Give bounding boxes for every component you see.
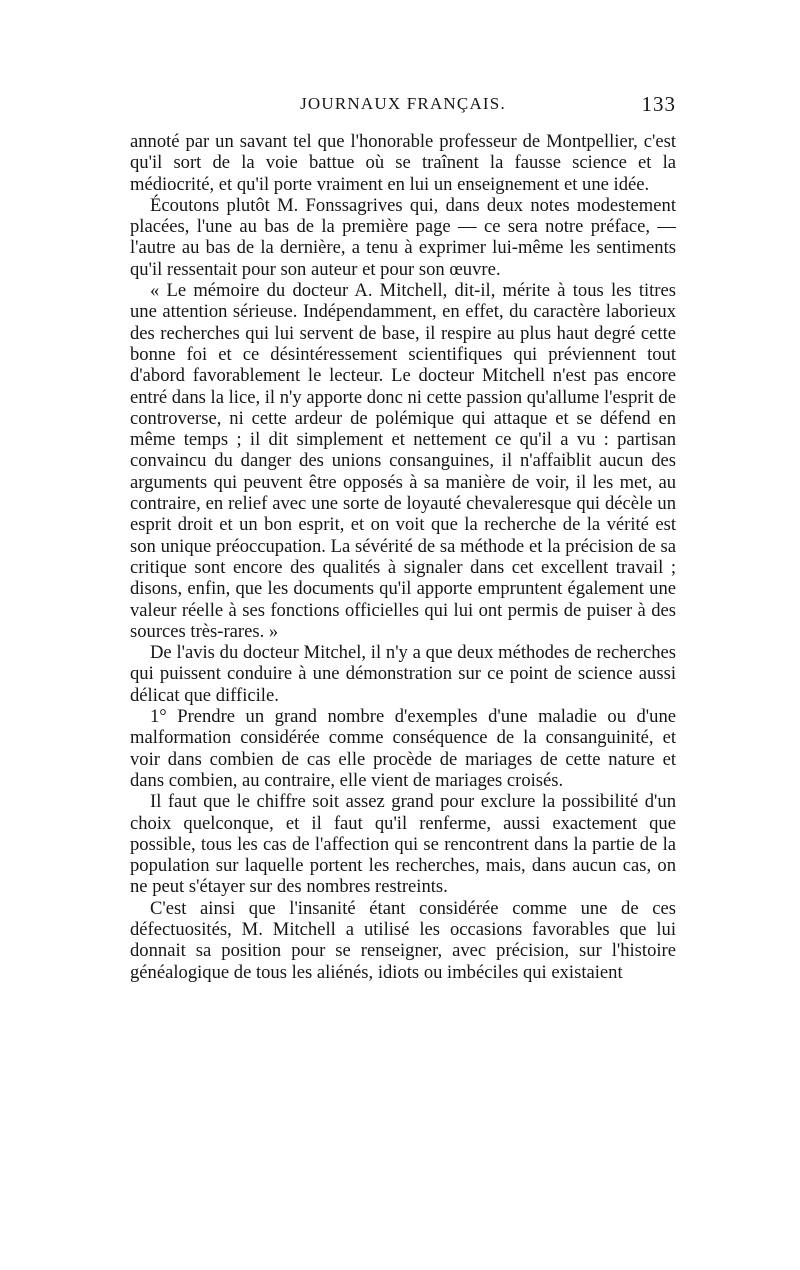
numbered-paragraph: 1° Prendre un grand nombre d'exemples d'une maladie ou d'une malformation considérée comme conséquence de la consanguinité, et voir dans combien de cas elle procède de mariages de cette nature et dans combien, au contraire, elle vient de mariages croisés. [130,706,676,791]
paragraph: Il faut que le chiffre soit assez grand pour exclure la possibilité d'un choix quelconque, et il faut qu'il renferme, aussi exactement que possible, tous les cas de l'affection qui se rencontrent dans la partie de la population sur laquelle portent les recherches, mais, dans aucun cas, on ne peut s'étayer sur des nombres restreints. [130,791,676,898]
page-number: 133 [641,92,676,116]
paragraph: Écoutons plutôt M. Fonssagrives qui, dans deux notes modestement placées, l'une au bas de la première page — ce sera notre préface, — l'autre au bas de la dernière, a tenu à exprimer lui-même les sentiments qu'il ressentait pour son auteur et pour son œuvre. [130,194,676,280]
paragraph: De l'avis du docteur Mitchel, il n'y a que deux méthodes de recherches qui puissent conduire à une démonstration sur ce point de science aussi délicat que difficile. [130,642,676,706]
quotation-paragraph: « Le mémoire du docteur A. Mitchell, dit-il, mérite à tous les titres une attention sérieuse. Indépendamment, en effet, du caractère laborieux des recherches qui lui servent de base, il respire au plus haut degré cette bonne foi et ce désintéressement scientifiques qui préviennent tout d'abord favorablement le lecteur. Le docteur Mitchell n'est pas encore entré dans la lice, il n'y apporte donc ni cette passion qu'allume l'esprit de controverse, ni cette ardeur de polémique qui attaque et se défend en même temps ; il dit simplement et nettement ce qu'il a vu : partisan convaincu du danger des unions consanguines, il n'affaiblit aucun des arguments qui peuvent être opposés à sa manière de voir, il les met, au contraire, en relief avec une sorte de loyauté chevaleresque qui décèle un esprit droit et un bon esprit, et on voit que la recherche de la vérité est son unique préoccupation. La sévérité de sa méthode et la précision de sa critique sont encore des qualités à signaler dans cet excellent travail ; disons, enfin, que les documents qu'il apporte empruntent également une valeur réelle à ses fonctions officielles qui lui ont permis de puiser à des sources très-rares. » [130,280,677,642]
body-text [130,131,676,983]
paragraph: annoté par un savant tel que l'honorable professeur de Montpellier, c'est qu'il sort de la voie battue où se traînent la fausse science et la médiocrité, et qu'il porte vraiment en lui un enseignement et une idée. [130,131,676,195]
running-title: JOURNAUX FRANÇAIS. [300,94,506,113]
running-head [130,92,676,118]
paragraph: C'est ainsi que l'insanité étant considérée comme une de ces défectuosités, M. Mitchell a utilisé les occasions favorables que lui donnait sa position pour se renseigner, avec précision, sur l'histoire généalogique de tous les aliénés, idiots ou imbéciles qui existaient [130,897,676,983]
